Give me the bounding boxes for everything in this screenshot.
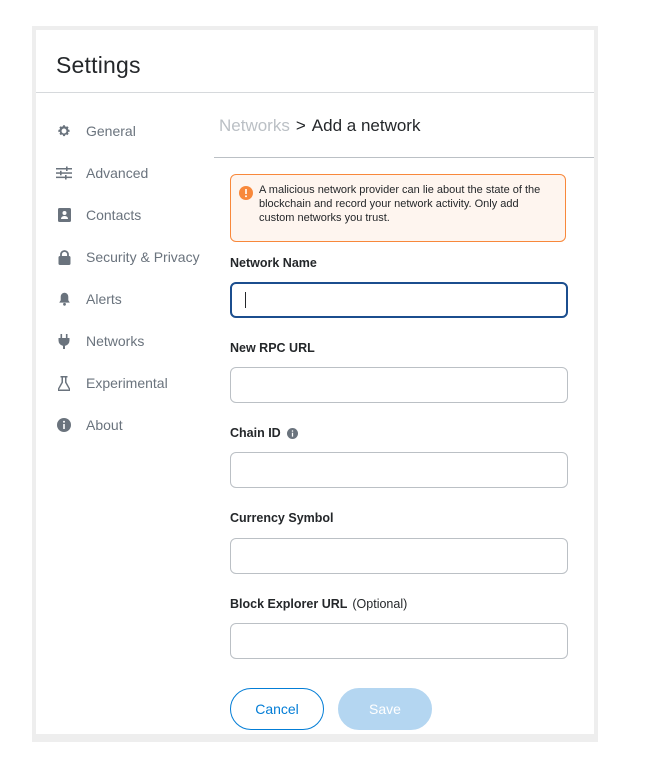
info-icon	[56, 417, 72, 433]
warning-banner	[230, 174, 566, 242]
warning-text: A malicious network provider can lie about the state of the blockchain and record your network activity. Only add custom networks you trust.	[259, 184, 541, 224]
chain-id-input[interactable]	[230, 452, 568, 488]
chain-id-label-text: Chain ID	[230, 426, 281, 440]
breadcrumb-networks-link[interactable]: Networks	[219, 116, 290, 135]
sidebar-item-label: Contacts	[86, 207, 142, 223]
flask-icon	[56, 375, 72, 391]
sidebar-item-advanced[interactable]	[56, 161, 148, 185]
sidebar-item-about[interactable]	[56, 413, 123, 437]
title-divider	[36, 92, 594, 93]
sidebar-item-contacts[interactable]	[56, 203, 141, 227]
sliders-icon	[56, 165, 72, 181]
network-name-input[interactable]	[230, 282, 568, 318]
sidebar-item-general[interactable]	[56, 119, 136, 143]
breadcrumb-separator: >	[295, 116, 306, 135]
block-explorer-input[interactable]	[230, 623, 568, 659]
sidebar-item-label: Security & Privacy	[86, 249, 200, 265]
currency-symbol-label	[230, 511, 334, 525]
network-name-label	[230, 256, 317, 270]
network-name-label-text: Network Name	[230, 256, 317, 270]
rpc-url-label	[230, 341, 315, 355]
sidebar-item-experimental[interactable]	[56, 371, 168, 395]
block-explorer-label	[230, 597, 407, 611]
chain-id-label	[230, 426, 298, 440]
optional-tag: (Optional)	[352, 597, 408, 611]
cancel-button[interactable]: Cancel	[230, 688, 324, 730]
save-button[interactable]: Save	[338, 688, 432, 730]
plug-icon	[56, 333, 72, 349]
sidebar-item-security[interactable]	[56, 245, 200, 269]
breadcrumb-current: Add a network	[311, 116, 421, 135]
page-title: Settings	[56, 52, 141, 78]
rpc-url-label-text: New RPC URL	[230, 341, 315, 355]
rpc-url-input[interactable]	[230, 367, 568, 403]
currency-symbol-label-text: Currency Symbol	[230, 511, 334, 525]
sidebar-item-label: About	[86, 417, 123, 433]
sidebar-item-label: Alerts	[86, 291, 122, 307]
breadcrumb	[219, 116, 420, 136]
sidebar-item-label: General	[86, 123, 136, 139]
sidebar-item-label: Experimental	[86, 375, 168, 391]
contact-book-icon	[56, 207, 72, 223]
settings-frame	[32, 26, 598, 742]
sidebar-item-alerts[interactable]	[56, 287, 122, 311]
bell-icon	[56, 291, 72, 307]
lock-icon	[56, 249, 72, 265]
content-divider	[214, 157, 594, 158]
text-cursor	[245, 292, 246, 308]
currency-symbol-input[interactable]	[230, 538, 568, 574]
sidebar-item-label: Advanced	[86, 165, 149, 181]
gear-icon	[56, 123, 72, 139]
warning-info-icon	[239, 186, 253, 200]
chain-id-info-icon[interactable]	[287, 428, 298, 439]
sidebar-item-label: Networks	[86, 333, 145, 349]
sidebar-item-networks[interactable]	[56, 329, 144, 353]
settings-panel	[36, 30, 594, 734]
block-explorer-label-text: Block Explorer URL	[230, 597, 348, 611]
